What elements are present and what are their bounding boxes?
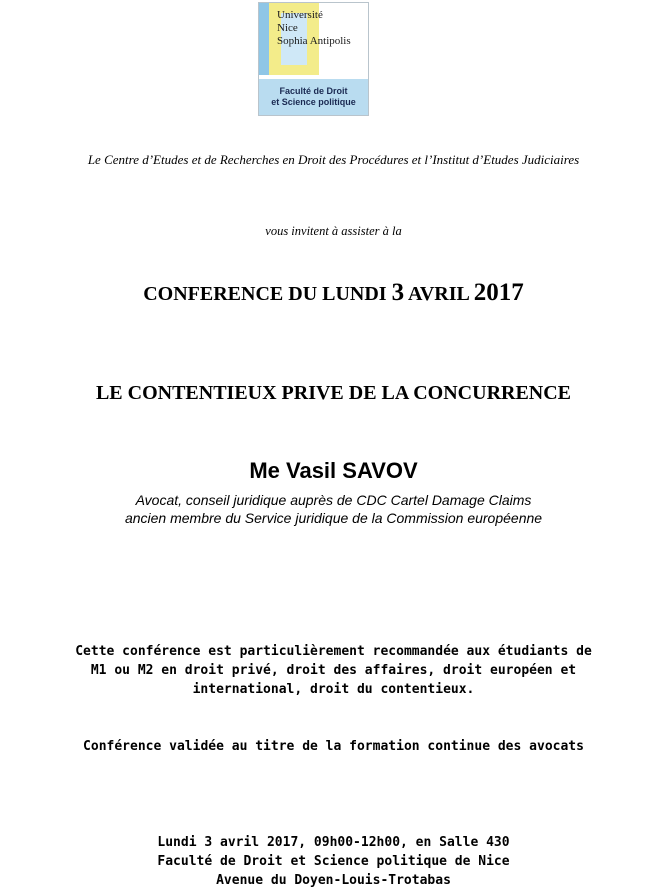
audience-line: M1 ou M2 en droit privé, droit des affaires, droit européen et xyxy=(90,663,577,678)
logo-faculty-line: et Science politique xyxy=(271,97,356,107)
date-year: 2017 xyxy=(473,279,524,306)
practical-line: Lundi 3 avril 2017, 09h00-12h00, en Salle 430 xyxy=(157,835,510,850)
logo-faculty-box xyxy=(259,79,368,115)
practical-line: Avenue du Doyen-Louis-Trotabas xyxy=(216,873,451,888)
validation-text: Conférence validée au titre de la formation continue des avocats xyxy=(83,739,584,754)
date-month: AVRIL xyxy=(404,283,474,305)
organizers-text: Le Centre d’Etudes et de Recherches en Droit des Procédures et l’Institut d’Etudes Judiciaires xyxy=(87,152,580,167)
logo-university-name xyxy=(277,9,369,48)
invite-text: vous invitent à assister à la xyxy=(265,224,402,238)
logo-university-line: Sophia Antipolis xyxy=(277,35,351,47)
speaker-role-line-2: ancien membre du Service juridique de la Commission européenne xyxy=(124,510,543,526)
speaker-name: Me Vasil SAVOV xyxy=(249,458,418,483)
date-prefix: CONFERENCE DU LUNDI xyxy=(143,283,392,305)
conference-date xyxy=(0,280,667,307)
audience-line: international, droit du contentieux. xyxy=(192,682,475,697)
logo-faculty-line: Faculté de Droit xyxy=(279,86,348,96)
date-day: 3 xyxy=(391,279,405,306)
audience-line: Cette conférence est particulièrement recommandée aux étudiants de xyxy=(75,644,592,659)
speaker-role-line-1: Avocat, conseil juridique auprès de CDC Cartel Damage Claims xyxy=(135,492,532,508)
logo-university-line: Université xyxy=(277,9,323,21)
conference-title: LE CONTENTIEUX PRIVE DE LA CONCURRENCE xyxy=(95,382,572,404)
logo-university-line: Nice xyxy=(277,22,298,34)
practical-line: Faculté de Droit et Science politique de Nice xyxy=(157,854,510,869)
logo-blue-bar xyxy=(259,3,269,75)
university-logo xyxy=(258,2,369,116)
